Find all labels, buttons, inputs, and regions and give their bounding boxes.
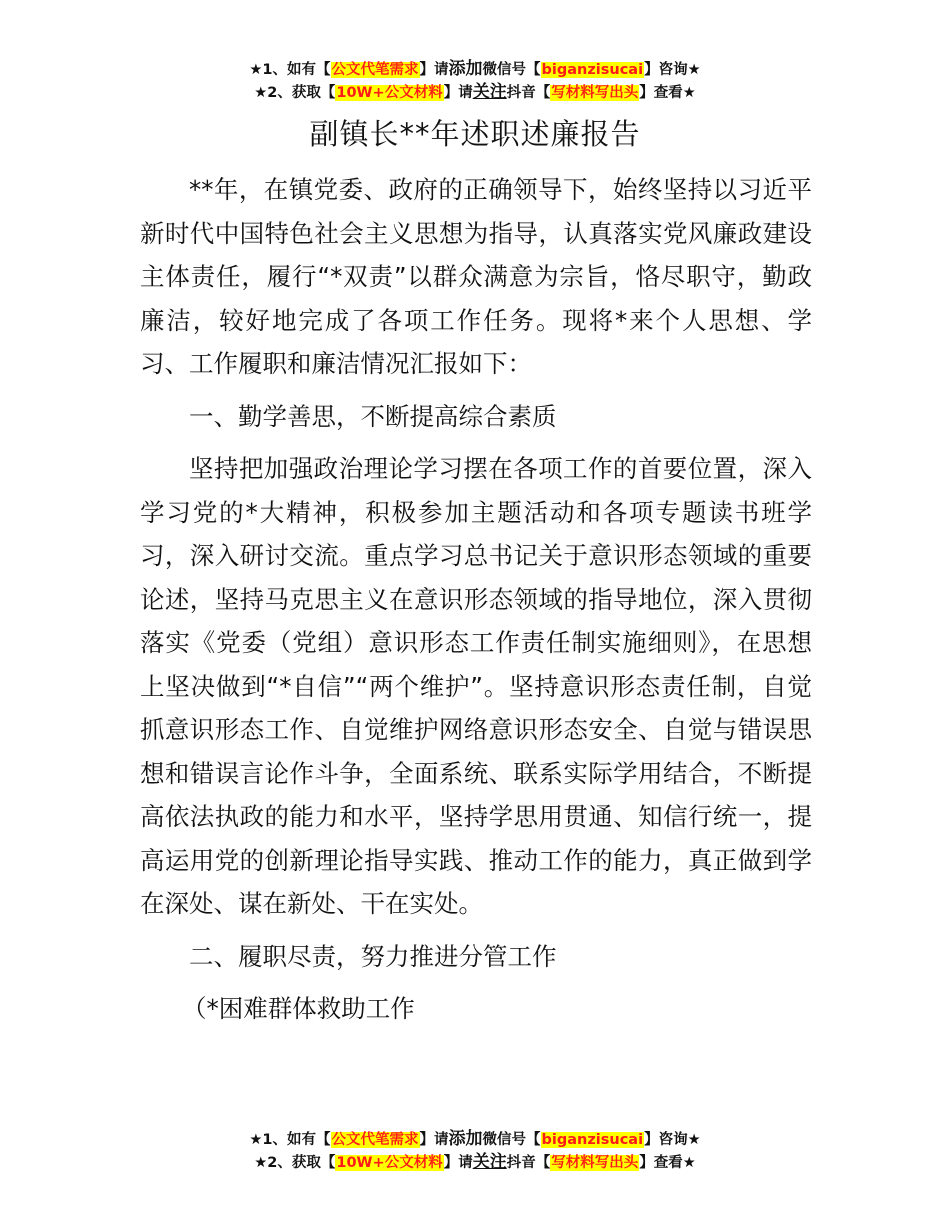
header-banner	[0, 58, 950, 104]
banner-text: 微信号【	[482, 1132, 541, 1148]
banner-text: 】咨询★	[644, 1132, 701, 1148]
banner-line-2	[0, 1151, 950, 1174]
banner-highlight: 公文代笔需求	[331, 62, 419, 78]
banner-text: 】请	[443, 1155, 473, 1171]
section-heading-1: 一、勤学善思，不断提高综合素质	[189, 401, 557, 431]
banner-line-1	[0, 58, 950, 81]
banner-line-2	[0, 81, 950, 104]
banner-text: 】请	[419, 1132, 449, 1148]
banner-text: ★1、如有【	[249, 62, 331, 78]
banner-text: ★2、获取【	[254, 1155, 336, 1171]
banner-highlight: 写材料写出头	[551, 1155, 639, 1171]
banner-text: 】咨询★	[644, 62, 701, 78]
banner-text: ★2、获取【	[254, 85, 336, 101]
footer-banner	[0, 1128, 950, 1174]
banner-emphasis: 添加	[448, 59, 483, 79]
banner-highlight: biganzisucai	[541, 62, 644, 78]
banner-text: 】查看★	[639, 85, 696, 101]
banner-text: ★1、如有【	[249, 1132, 331, 1148]
banner-text: 抖音【	[506, 1155, 551, 1171]
banner-highlight: biganzisucai	[541, 1132, 644, 1148]
banner-highlight: 10W+公文材料	[336, 1155, 443, 1171]
banner-emphasis: 关注	[472, 1152, 507, 1172]
document-title: 副镇长**年述职述廉报告	[309, 117, 641, 151]
banner-line-1	[0, 1128, 950, 1151]
banner-emphasis: 关注	[472, 82, 507, 102]
banner-text: 】请	[419, 62, 449, 78]
banner-emphasis: 添加	[448, 1129, 483, 1149]
section-heading-2: 二、履职尽责，努力推进分管工作	[189, 941, 557, 971]
banner-text: 】查看★	[639, 1155, 696, 1171]
banner-highlight: 写材料写出头	[551, 85, 639, 101]
document-body	[140, 168, 812, 1031]
paragraph-study: 坚持把加强政治理论学习摆在各项工作的首要位置，深入学习党的*大精神，积极参加主题活动和各项专题读书班学习，深入研讨交流。重点学习总书记关于意识形态领域的重要论述，坚持马克思主义在意识形态领域的指导地位，深入贯彻落实《党委（党组）意识形态工作责任制实施细则》，在思想上坚决做到“*自信”“两个维护”。坚持意识形态责任制，自觉抓意识形态工作、自觉维护网络意识形态安全、自觉与错误思想和错误言论作斗争，全面系统、联系实际学用结合，不断提高依法执政的能力和水平，坚持学思用贯通、知信行统一，提高运用党的创新理论指导实践、推动工作的能力，真正做到学在深处、谋在新处、干在实处。	[140, 454, 812, 918]
paragraph-intro: **年，在镇党委、政府的正确领导下，始终坚持以习近平新时代中国特色社会主义思想为指导，认真落实党风廉政建设主体责任，履行“*双责”以群众满意为宗旨，恪尽职守，勤政廉洁，较好地完成了各项工作任务。现将*来个人思想、学习、工作履职和廉洁情况汇报如下：	[140, 175, 812, 378]
banner-text: 微信号【	[482, 62, 541, 78]
banner-highlight: 10W+公文材料	[336, 85, 443, 101]
banner-highlight: 公文代笔需求	[331, 1132, 419, 1148]
banner-text: 】请	[443, 85, 473, 101]
subsection-heading-1: （*困难群体救助工作	[182, 994, 415, 1023]
banner-text: 抖音【	[506, 85, 551, 101]
